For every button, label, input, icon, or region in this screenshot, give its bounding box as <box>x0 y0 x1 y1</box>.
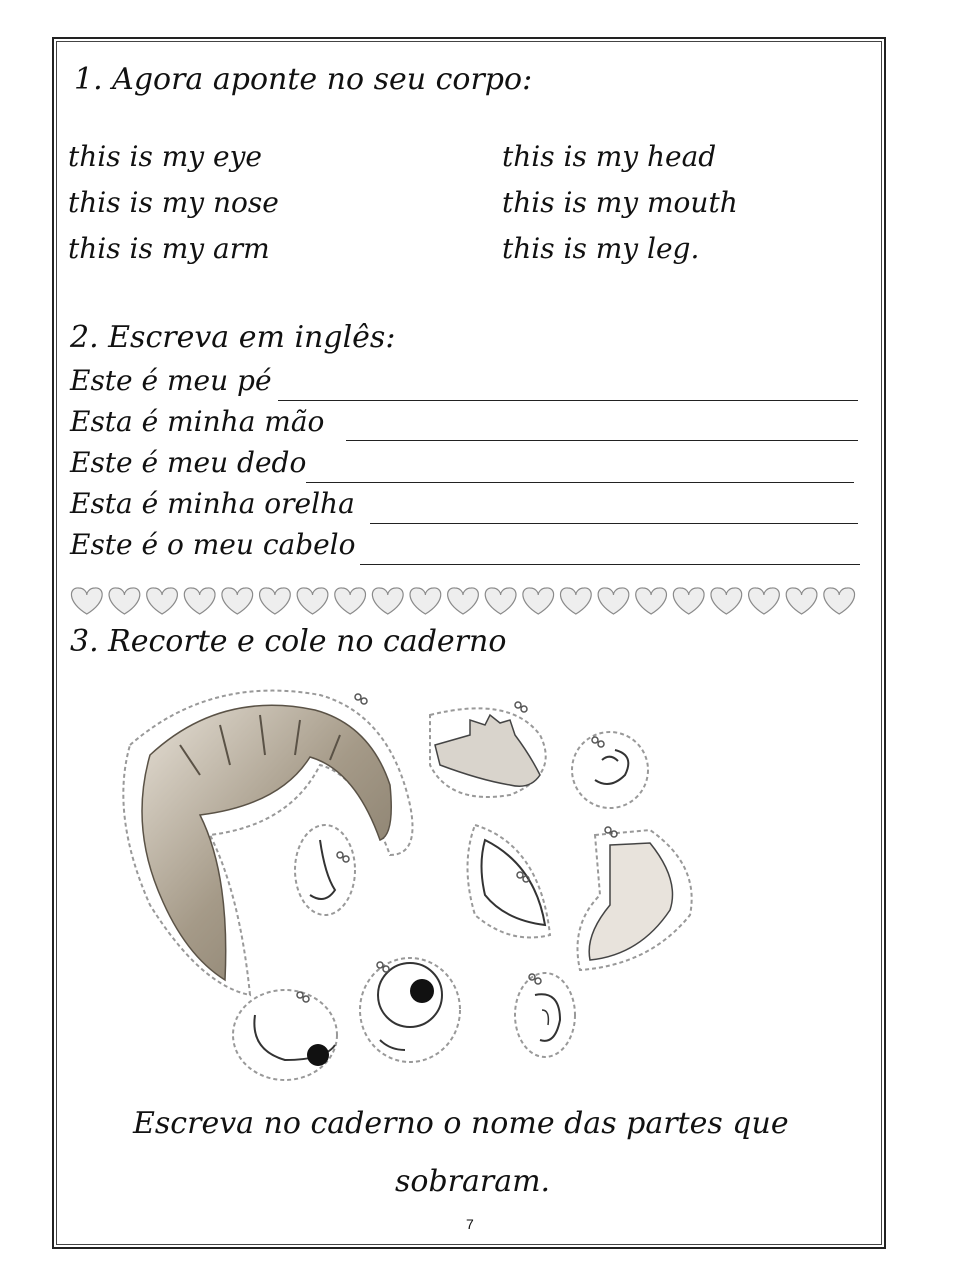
phrase-eye: this is my eye <box>68 140 262 173</box>
answer-line-foot[interactable] <box>278 400 858 401</box>
heart-icon <box>711 588 742 614</box>
heart-icon <box>560 588 591 614</box>
section2-title: 2. Escreva em inglês: <box>70 320 396 355</box>
footer-instruction-line1: Escreva no caderno o nome das partes que <box>133 1106 789 1141</box>
phrase-mouth: this is my mouth <box>502 186 738 219</box>
phrase-nose: this is my nose <box>68 186 279 219</box>
answer-line-finger[interactable] <box>306 482 854 483</box>
heart-icon <box>824 588 855 614</box>
heart-icon <box>448 588 479 614</box>
heart-icon <box>786 588 817 614</box>
heart-icon <box>109 588 140 614</box>
heart-icon <box>410 588 441 614</box>
translate-item-hair: Este é o meu cabelo <box>70 528 356 561</box>
eye-icon <box>233 990 337 1080</box>
mouth-icon <box>468 825 551 938</box>
heart-icon <box>222 588 253 614</box>
cutout-sheet <box>90 665 710 1090</box>
heart-icon <box>372 588 403 614</box>
heart-icon <box>335 588 366 614</box>
hair-icon <box>123 691 412 995</box>
heart-divider <box>68 584 858 618</box>
heart-icon <box>636 588 667 614</box>
answer-line-hair[interactable] <box>360 564 860 565</box>
heart-icon <box>485 588 516 614</box>
nose-icon <box>295 825 355 915</box>
eye-icon <box>360 958 460 1062</box>
answer-line-ear[interactable] <box>370 523 858 524</box>
section1-title: 1. Agora aponte no seu corpo: <box>74 62 533 97</box>
ear-icon <box>515 973 575 1057</box>
heart-icon <box>147 588 178 614</box>
page-number: 7 <box>466 1216 474 1232</box>
footer-instruction-line2: sobraram. <box>395 1164 551 1199</box>
phrase-leg: this is my leg. <box>502 232 700 265</box>
section3-title: 3. Recorte e cole no caderno <box>70 624 507 659</box>
heart-icon <box>598 588 629 614</box>
heart-icon <box>523 588 554 614</box>
heart-icon <box>260 588 291 614</box>
foot-icon <box>578 830 692 970</box>
answer-line-hand[interactable] <box>346 440 858 441</box>
hand-icon <box>430 708 546 797</box>
heart-icon <box>297 588 328 614</box>
translate-item-foot: Este é meu pé <box>70 364 272 397</box>
phrase-head: this is my head <box>502 140 717 173</box>
phrase-arm: this is my arm <box>68 232 270 265</box>
translate-item-hand: Esta é minha mão <box>70 405 325 438</box>
heart-icon <box>749 588 780 614</box>
heart-icon <box>673 588 704 614</box>
translate-item-ear: Esta é minha orelha <box>70 487 355 520</box>
translate-item-finger: Este é meu dedo <box>70 446 307 479</box>
ear-icon <box>572 732 648 808</box>
heart-icon <box>184 588 215 614</box>
heart-icon <box>71 588 102 614</box>
